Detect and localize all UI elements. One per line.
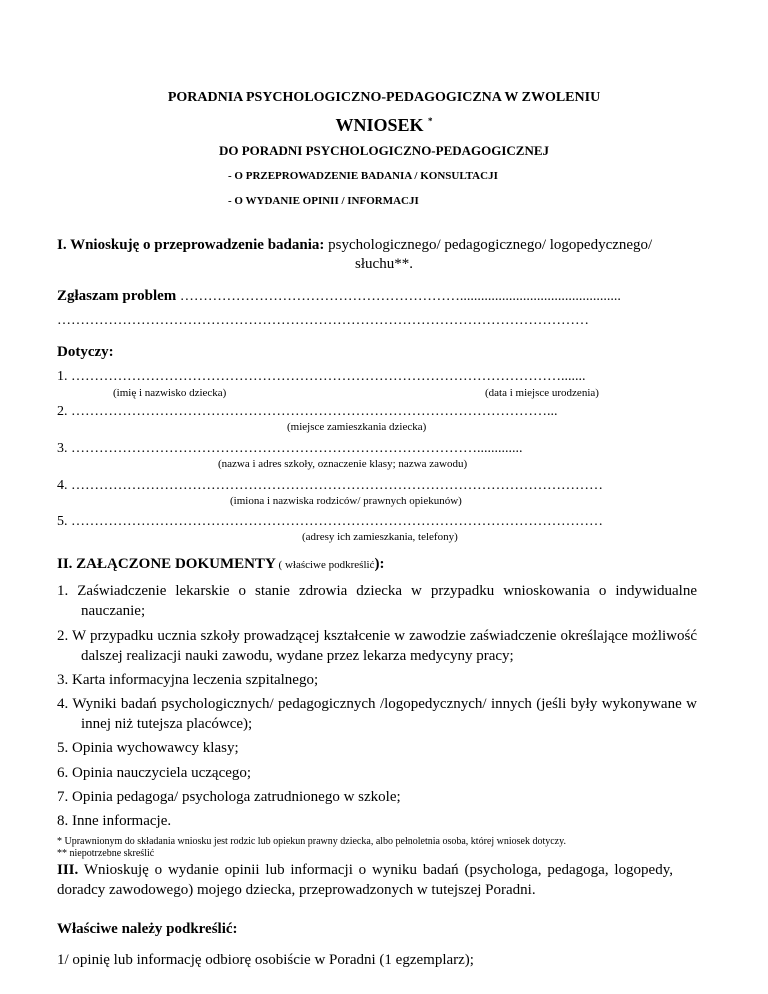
document-item: 5. Opinia wychowawcy klasy; bbox=[57, 740, 239, 756]
section3-subheading: Właściwe należy podkreślić: bbox=[57, 921, 238, 937]
parents-address-field[interactable] bbox=[57, 514, 673, 530]
field-number: 2. bbox=[57, 404, 68, 419]
form-title-text: WNIOSEK bbox=[335, 115, 424, 135]
document-item: 6. Opinia nauczyciela uczącego; bbox=[57, 765, 252, 781]
child-address-field[interactable] bbox=[57, 404, 673, 420]
birth-date-caption: (data i miejsce urodzenia) bbox=[485, 387, 599, 399]
child-name-caption: (imię i nazwisko dziecka) bbox=[113, 387, 227, 399]
problem-field-line2[interactable]: …………………………………………………………………………………………………… bbox=[57, 313, 589, 328]
section2-note: właściwe podkreślić bbox=[284, 559, 375, 571]
request-option-opinion: - O WYDANIE OPINII / INFORMACJI bbox=[228, 195, 419, 207]
form-title bbox=[0, 115, 768, 136]
document-item: 8. Inne informacje. bbox=[57, 813, 172, 829]
document-item: 4. Wyniki badań psychologicznych/ pedagogicznych /logopedycznych/ innych (jeśli były wykonywane w innej niż tutejsza placówce); bbox=[57, 696, 697, 732]
institution-name: PORADNIA PSYCHOLOGICZNO-PEDAGOGICZNA W ZWOLENIU bbox=[167, 90, 601, 105]
document-item: 1. Zaświadczenie lekarskie o stanie zdrowia dziecka w przypadku wnioskowania o indywidualne nauczanie; bbox=[57, 583, 697, 619]
dotyczy-label: Dotyczy: bbox=[57, 344, 114, 360]
field-number: 3. bbox=[57, 441, 68, 456]
form-subtitle: DO PORADNI PSYCHOLOGICZNO-PEDAGOGICZNEJ bbox=[218, 143, 550, 158]
document-item: 3. Karta informacyjna leczenia szpitalnego; bbox=[57, 672, 319, 688]
field-dots: ……………………………………………………………………………............. bbox=[71, 441, 523, 456]
section3-heading: III. bbox=[57, 862, 79, 878]
parents-caption: (imiona i nazwiska rodziców/ prawnych opiekunów) bbox=[230, 495, 462, 507]
title-footnote-mark: * bbox=[428, 116, 433, 126]
section3-text: Wnioskuję o wydanie opinii lub informacji o wyniku badań (psychologa, pedagoga, logopedy, doradcy zawodowego) mojego dziecka, przeprowadzonych w tutejszej Poradni. bbox=[57, 862, 673, 898]
parents-field[interactable] bbox=[57, 478, 673, 494]
problem-label: Zgłaszam problem bbox=[57, 288, 177, 304]
field-dots: ……………………………………………………………………………………………....... bbox=[71, 369, 586, 384]
section2-heading-text: II. ZAŁĄCZONE DOKUMENTY bbox=[57, 556, 276, 572]
school-field[interactable] bbox=[57, 441, 673, 457]
problem-dots: …………………………………………………….............................................. bbox=[179, 289, 621, 304]
section1-heading-bold: I. Wnioskuję o przeprowadzenie badania: bbox=[57, 237, 325, 253]
section1-heading-rest: psychologicznego/ pedagogicznego/ logopedycznego/ bbox=[324, 237, 653, 253]
section1-heading-line2: słuchu**. bbox=[355, 256, 413, 272]
section2-note-close: ): bbox=[374, 556, 385, 572]
footnote-authorized: * Uprawnionym do składania wniosku jest rodzic lub opiekun prawny dziecka, albo pełnoletnia osoba, której wniosek dotyczy. bbox=[57, 836, 566, 847]
problem-field[interactable] bbox=[57, 288, 673, 305]
document-item: 7. Opinia pedagoga/ psychologa zatrudnionego w szkole; bbox=[57, 789, 401, 805]
delivery-option-personal[interactable]: 1/ opinię lub informację odbiorę osobiście w Poradni (1 egzemplarz); bbox=[57, 952, 474, 968]
field-dots: …………………………………………………………………………………………………… bbox=[71, 478, 603, 493]
field-number: 4. bbox=[57, 478, 68, 493]
child-address-caption: (miejsce zamieszkania dziecka) bbox=[287, 421, 427, 433]
section2-note-open: ( bbox=[275, 559, 285, 571]
child-name-field[interactable] bbox=[57, 369, 673, 385]
footnote-strike: ** niepotrzebne skreślić bbox=[57, 848, 155, 859]
field-dots: …………………………………………………………………………………………... bbox=[71, 404, 558, 419]
section2-heading bbox=[57, 556, 384, 573]
field-dots: …………………………………………………………………………………………………… bbox=[71, 514, 603, 529]
school-caption: (nazwa i adres szkoły, oznaczenie klasy; nazwa zawodu) bbox=[218, 458, 468, 470]
parents-address-caption: (adresy ich zamieszkania, telefony) bbox=[302, 531, 458, 543]
request-option-examination: - O PRZEPROWADZENIE BADANIA / KONSULTACJI bbox=[228, 170, 498, 182]
section3-request bbox=[57, 860, 673, 900]
section1-heading bbox=[57, 237, 652, 254]
field-number: 5. bbox=[57, 514, 68, 529]
document-item: 2. W przypadku ucznia szkoły prowadzącej kształcenie w zawodzie zaświadczenie określające możliwość dalszej realizacji nauki zawodu, wydane przez lekarza medycyny pracy; bbox=[57, 628, 697, 664]
field-number: 1. bbox=[57, 369, 68, 384]
